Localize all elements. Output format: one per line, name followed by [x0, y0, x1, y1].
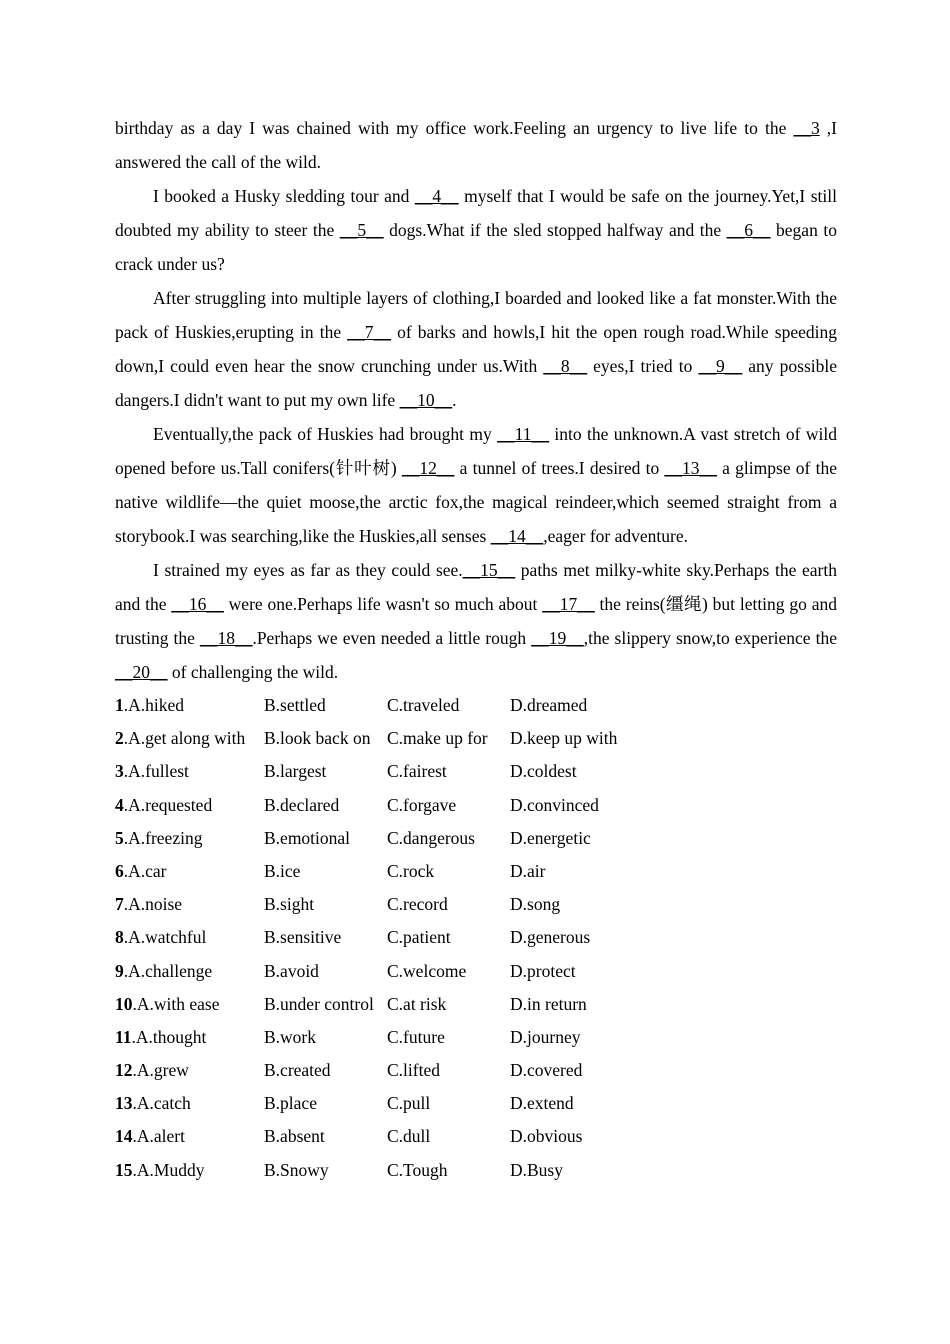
question-number: 6: [115, 860, 124, 881]
option-d: D.air: [510, 860, 546, 881]
question-number: 10: [115, 993, 133, 1014]
option-d: D.Busy: [510, 1159, 563, 1180]
option-b: B.place: [264, 1093, 317, 1114]
passage-text: I booked a Husky sledding tour and: [153, 186, 415, 206]
passage-text: of barks and howls,I hit the open rough road.While speeding down,I could even hear the snow crunching under us.With: [115, 322, 838, 376]
blank-number: __14__: [490, 526, 544, 546]
option-a-text: .A.challenge: [123, 960, 213, 981]
option-b: B.Snowy: [264, 1159, 329, 1180]
option-c: C.fairest: [387, 761, 447, 782]
option-b: B.declared: [264, 794, 340, 815]
option-a-text: .A.grew: [132, 1060, 189, 1081]
option-d: D.in return: [510, 993, 587, 1014]
blank-number: __8__: [543, 356, 588, 376]
question-number: 15: [115, 1159, 133, 1180]
option-a-text: .A.hiked: [123, 695, 185, 715]
question-row: [115, 1054, 837, 1087]
option-a: [115, 1054, 264, 1087]
passage-text: dogs.What if the sled stopped halfway and the: [383, 220, 727, 240]
document-page: [115, 111, 837, 1187]
option-a: [115, 921, 264, 954]
option-c: C.traveled: [387, 695, 460, 715]
passage-text: I strained my eyes as far as they could see.: [153, 560, 463, 580]
passage-text: .Perhaps we even needed a little rough: [252, 628, 532, 648]
option-a: [115, 822, 264, 855]
question-row: [115, 888, 837, 921]
question-row: [115, 921, 837, 954]
option-a-text: .A.with ease: [132, 993, 220, 1014]
option-b: B.sight: [264, 894, 315, 915]
option-a: [115, 1120, 264, 1153]
option-b: B.under control: [264, 993, 374, 1014]
option-a: [115, 855, 264, 888]
question-row: [115, 855, 837, 888]
option-d: D.obvious: [510, 1126, 583, 1147]
option-a: [115, 689, 264, 722]
option-d: D.generous: [510, 927, 591, 948]
option-c: C.pull: [387, 1093, 431, 1114]
blank-number: __20__: [115, 662, 168, 682]
option-b: B.created: [264, 1060, 331, 1081]
option-c: C.future: [387, 1026, 445, 1047]
option-d: D.energetic: [510, 827, 591, 848]
blank-number: __9__: [698, 356, 743, 376]
question-row: [115, 1120, 837, 1153]
option-c: C.welcome: [387, 960, 467, 981]
option-c: C.patient: [387, 927, 451, 948]
option-b: B.ice: [264, 860, 301, 881]
question-row: [115, 955, 837, 988]
option-d: D.covered: [510, 1060, 583, 1081]
passage-paragraph: [115, 281, 837, 417]
option-a-text: .A.car: [123, 860, 167, 881]
question-number: 2: [115, 728, 124, 749]
question-row: [115, 822, 837, 855]
option-b: B.work: [264, 1026, 317, 1047]
option-a: [115, 789, 264, 822]
option-c: C.at risk: [387, 993, 447, 1014]
option-d: D.dreamed: [510, 695, 588, 715]
option-a: [115, 1021, 264, 1054]
passage-text: eyes,I tried to: [587, 356, 699, 376]
passage-text: any possible dangers.I didn't want to put my own life: [115, 356, 838, 410]
option-b: B.look back on: [264, 728, 371, 749]
passage-paragraph: [115, 179, 837, 281]
blank-number: __17__: [542, 594, 595, 614]
option-c: C.dangerous: [387, 827, 475, 848]
passage-text: .: [452, 390, 457, 410]
question-row: [115, 1021, 837, 1054]
question-number: 9: [115, 960, 124, 981]
question-number: 13: [115, 1093, 133, 1114]
question-number: 14: [115, 1126, 133, 1147]
passage-text: began to crack under us?: [115, 220, 837, 274]
blank-number: __3: [793, 118, 820, 138]
option-c: C.forgave: [387, 794, 457, 815]
option-b: B.emotional: [264, 827, 351, 848]
blank-number: __12__: [401, 458, 455, 478]
passage-text: a tunnel of trees.I desired to: [454, 458, 665, 478]
passage-text: myself that I would be safe on the journey.Yet,I still doubted my ability to steer the: [115, 186, 837, 240]
passage-paragraph: [115, 553, 837, 689]
blank-number: __15__: [462, 560, 516, 580]
option-a-text: .A.get along with: [123, 728, 246, 749]
passage-text: of challenging the wild.: [167, 662, 339, 682]
option-d: D.keep up with: [510, 728, 618, 749]
answer-options: [115, 689, 837, 1187]
question-row: [115, 1154, 837, 1187]
blank-number: __16__: [171, 594, 224, 614]
passage-paragraph: [115, 111, 837, 179]
option-b: B.sensitive: [264, 927, 342, 948]
blank-number: __4__: [414, 186, 459, 206]
option-a: [115, 988, 264, 1021]
option-b: B.avoid: [264, 960, 319, 981]
option-a-text: .A.noise: [123, 894, 183, 915]
blank-number: __6__: [726, 220, 771, 240]
question-row: [115, 689, 837, 722]
question-number: 7: [115, 894, 124, 915]
passage-text: ,I answered the call of the wild.: [115, 118, 837, 172]
blank-number: __10__: [399, 390, 453, 410]
option-d: D.song: [510, 894, 561, 915]
option-a-text: .A.catch: [132, 1093, 191, 1114]
blank-number: __7__: [347, 322, 391, 342]
option-b: B.settled: [264, 695, 326, 715]
question-number: 3: [115, 761, 124, 782]
option-c: C.dull: [387, 1126, 431, 1147]
option-d: D.extend: [510, 1093, 574, 1114]
option-a-text: .A.freezing: [123, 827, 203, 848]
question-row: [115, 1087, 837, 1120]
passage-text: birthday as a day I was chained with my office work.Feeling an urgency to live life to the: [115, 118, 794, 138]
option-c: C.lifted: [387, 1060, 440, 1081]
question-number: 1: [115, 695, 124, 715]
option-b: B.largest: [264, 761, 327, 782]
passage-paragraph: [115, 417, 837, 553]
passage-text: into the unknown.A vast stretch of wild opened before us.Tall conifers(针叶树): [115, 424, 837, 478]
option-a: [115, 755, 264, 788]
question-number: 4: [115, 794, 124, 815]
option-a: [115, 1087, 264, 1120]
option-d: D.coldest: [510, 761, 577, 782]
blank-number: __18__: [199, 628, 253, 648]
blank-number: __13__: [664, 458, 717, 478]
passage-text: paths met milky-white sky.Perhaps the earth and the: [115, 560, 837, 614]
option-a-text: .A.requested: [123, 794, 213, 815]
question-number: 12: [115, 1060, 133, 1081]
passage-text: a glimpse of the native wildlife—the quiet moose,the arctic fox,the magical reindeer,which seemed straight from a storybook.I was searching,like the Huskies,all senses: [115, 458, 837, 546]
passage-text: were one.Perhaps life wasn't so much about: [223, 594, 543, 614]
question-number: 8: [115, 927, 124, 948]
option-a-text: .A.fullest: [123, 761, 189, 782]
blank-number: __19__: [531, 628, 584, 648]
option-a: [115, 1154, 264, 1187]
question-row: [115, 722, 837, 755]
option-a: [115, 722, 264, 755]
option-a-text: .A.alert: [132, 1126, 185, 1147]
option-a-text: .A.thought: [131, 1026, 207, 1047]
option-a-text: .A.Muddy: [132, 1159, 205, 1180]
option-d: D.convinced: [510, 794, 599, 815]
option-c: C.Tough: [387, 1159, 448, 1180]
question-row: [115, 789, 837, 822]
question-row: [115, 755, 837, 788]
option-a: [115, 955, 264, 988]
question-row: [115, 988, 837, 1021]
passage-text: ,eager for adventure.: [543, 526, 688, 546]
question-number: 5: [115, 827, 124, 848]
option-c: C.rock: [387, 860, 435, 881]
passage-text: ,the slippery snow,to experience the: [583, 628, 837, 648]
option-c: C.record: [387, 894, 448, 915]
passage-text: Eventually,the pack of Huskies had brought my: [153, 424, 498, 444]
passage-text: After struggling into multiple layers of clothing,I boarded and looked like a fat monster.With the pack of Huskies,erupting in the: [115, 288, 837, 342]
option-a: [115, 888, 264, 921]
option-a-text: .A.watchful: [123, 927, 207, 948]
option-d: D.protect: [510, 960, 576, 981]
cloze-passage: [115, 111, 837, 689]
option-b: B.absent: [264, 1126, 325, 1147]
question-number: 11: [115, 1026, 132, 1047]
option-d: D.journey: [510, 1026, 581, 1047]
option-c: C.make up for: [387, 728, 488, 749]
blank-number: __11__: [497, 424, 550, 444]
passage-text: the reins(缰绳) but letting go and trusting the: [115, 594, 837, 648]
blank-number: __5__: [339, 220, 384, 240]
